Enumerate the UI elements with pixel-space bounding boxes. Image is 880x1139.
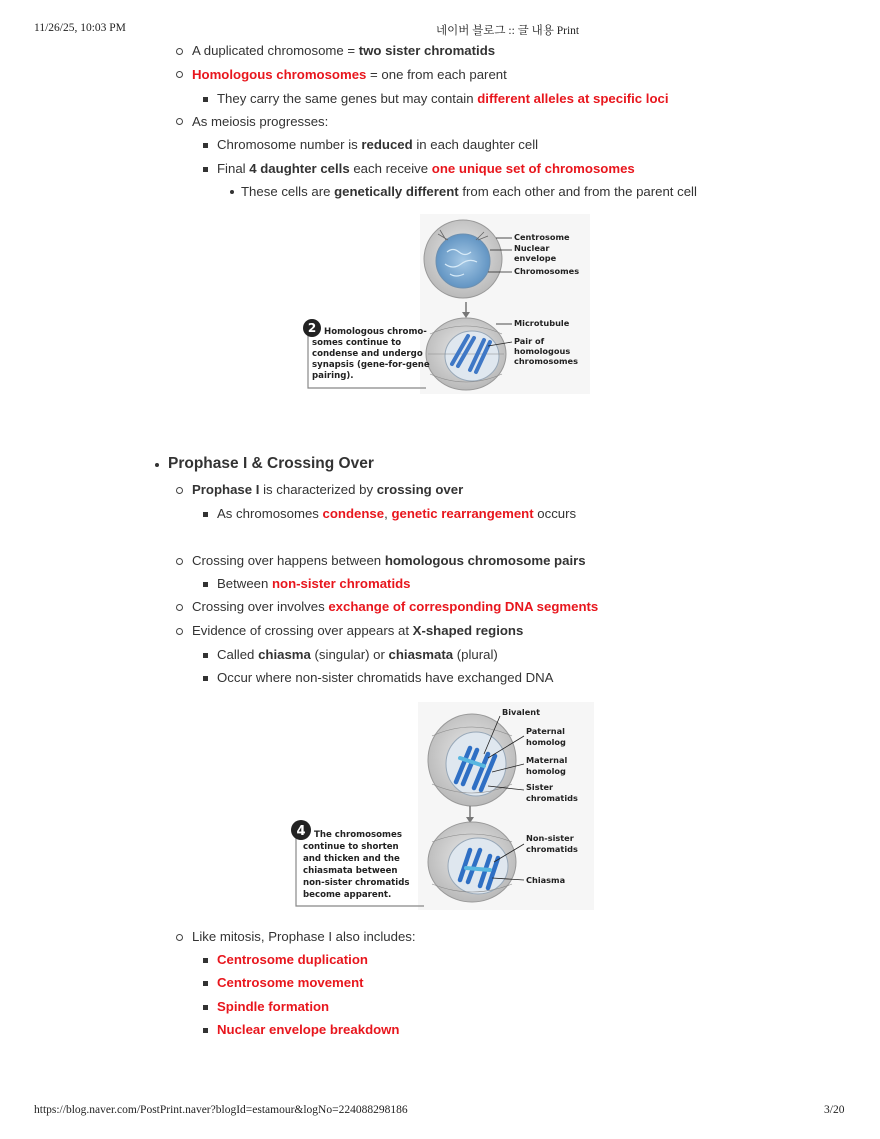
print-url: https://blog.naver.com/PostPrint.naver?blogId=estamour&logNo=224088298186 — [34, 1104, 408, 1116]
label-chromosomes-2: chromosomes — [514, 356, 578, 366]
cell-bottom — [428, 822, 516, 902]
bullet-circle — [176, 934, 183, 941]
label-microtubule: Microtubule — [514, 318, 570, 328]
svg-text:pairing).: pairing). — [312, 371, 354, 381]
bullet-square — [203, 167, 208, 172]
list-item: Between non-sister chromatids — [217, 576, 411, 591]
section-heading: Prophase I & Crossing Over — [168, 455, 374, 472]
label-sister: Sister — [526, 782, 554, 792]
svg-text:synapsis (gene-for-gene: synapsis (gene-for-gene — [312, 360, 430, 370]
list-item: Like mitosis, Prophase I also includes: — [192, 929, 416, 944]
step-number: 4 — [296, 824, 306, 839]
bullet-dot — [155, 463, 159, 467]
bullet-square — [203, 653, 208, 658]
bullet-square — [203, 512, 208, 517]
label-centrosome: Centrosome — [514, 232, 570, 242]
bullet-square — [203, 958, 208, 963]
list-item: These cells are genetically different from each other and from the parent cell — [241, 184, 697, 199]
cell-bottom — [426, 318, 506, 390]
label-pair-of: Pair of — [514, 336, 545, 346]
figure-crossing-over — [288, 702, 594, 910]
bullet-square — [203, 1028, 208, 1033]
step-caption — [303, 319, 430, 388]
step-caption — [291, 820, 424, 906]
svg-text:Homologous chromo-: Homologous chromo- — [324, 327, 427, 337]
bullet-square — [203, 981, 208, 986]
list-item: Prophase I is characterized by crossing over — [192, 482, 464, 497]
label-chromosomes: Chromosomes — [514, 266, 580, 276]
list-item: Homologous chromosomes = one from each parent — [192, 67, 507, 82]
list-item: Centrosome movement — [217, 975, 364, 990]
list-item: Final 4 daughter cells each receive one unique set of chromosomes — [217, 161, 635, 176]
bullet-square — [203, 1005, 208, 1010]
bullet-square — [203, 676, 208, 681]
svg-text:non-sister chromatids: non-sister chromatids — [303, 878, 410, 888]
label-homologous: homologous — [514, 346, 571, 356]
list-item: Called chiasma (singular) or chiasmata (plural) — [217, 647, 498, 662]
svg-text:continue to shorten: continue to shorten — [303, 842, 399, 852]
svg-text:and thicken and the: and thicken and the — [303, 854, 400, 864]
label-chromatids-2: chromatids — [526, 844, 578, 854]
list-item: Nuclear envelope breakdown — [217, 1022, 400, 1037]
bullet-circle — [176, 487, 183, 494]
bullet-circle — [176, 604, 183, 611]
bullet-circle — [176, 48, 183, 55]
cell-top — [428, 714, 516, 806]
label-paternal: Paternal — [526, 726, 565, 736]
bullet-circle — [176, 118, 183, 125]
label-homolog: homolog — [526, 737, 566, 747]
list-item: Centrosome duplication — [217, 952, 368, 967]
list-item: Crossing over involves exchange of corresponding DNA segments — [192, 599, 599, 614]
list-item: Crossing over happens between homologous chromosome pairs — [192, 553, 586, 568]
bullet-dot — [230, 190, 234, 194]
list-item: A duplicated chromosome = two sister chromatids — [192, 43, 496, 58]
svg-text:chiasmata between: chiasmata between — [303, 866, 398, 876]
list-item: Chromosome number is reduced in each daughter cell — [217, 137, 539, 152]
bullet-square — [203, 582, 208, 587]
label-homolog-2: homolog — [526, 766, 566, 776]
svg-text:condense and undergo: condense and undergo — [312, 349, 423, 359]
label-maternal: Maternal — [526, 755, 568, 765]
bullet-circle — [176, 628, 183, 635]
step-number: 2 — [307, 321, 317, 335]
label-bivalent: Bivalent — [502, 707, 541, 717]
bullet-square — [203, 97, 208, 102]
print-page-title: 네이버 블로그 :: 글 내용 Print — [436, 25, 580, 37]
bullet-circle — [176, 71, 183, 78]
cell-top — [424, 220, 502, 298]
print-datetime: 11/26/25, 10:03 PM — [34, 22, 126, 34]
figure-prophase-synapsis — [300, 214, 590, 394]
label-envelope: envelope — [514, 253, 557, 263]
svg-text:somes continue to: somes continue to — [312, 338, 402, 348]
label-chiasma: Chiasma — [526, 875, 566, 885]
list-item: They carry the same genes but may contain different alleles at specific loci — [217, 91, 669, 106]
list-item: Evidence of crossing over appears at X-shaped regions — [192, 623, 524, 638]
label-nuclear: Nuclear — [514, 243, 550, 253]
label-non-sister: Non-sister — [526, 833, 574, 843]
label-chromatids: chromatids — [526, 793, 578, 803]
svg-text:The chromosomes: The chromosomes — [314, 830, 402, 840]
bullet-square — [203, 143, 208, 148]
svg-text:become apparent.: become apparent. — [303, 890, 392, 900]
list-item: Occur where non-sister chromatids have exchanged DNA — [217, 670, 554, 685]
list-item: As meiosis progresses: — [192, 114, 329, 129]
list-item: Spindle formation — [217, 999, 330, 1014]
bullet-circle — [176, 558, 183, 565]
page-number: 3/20 — [824, 1104, 845, 1116]
list-item: As chromosomes condense, genetic rearrangement occurs — [217, 506, 577, 521]
